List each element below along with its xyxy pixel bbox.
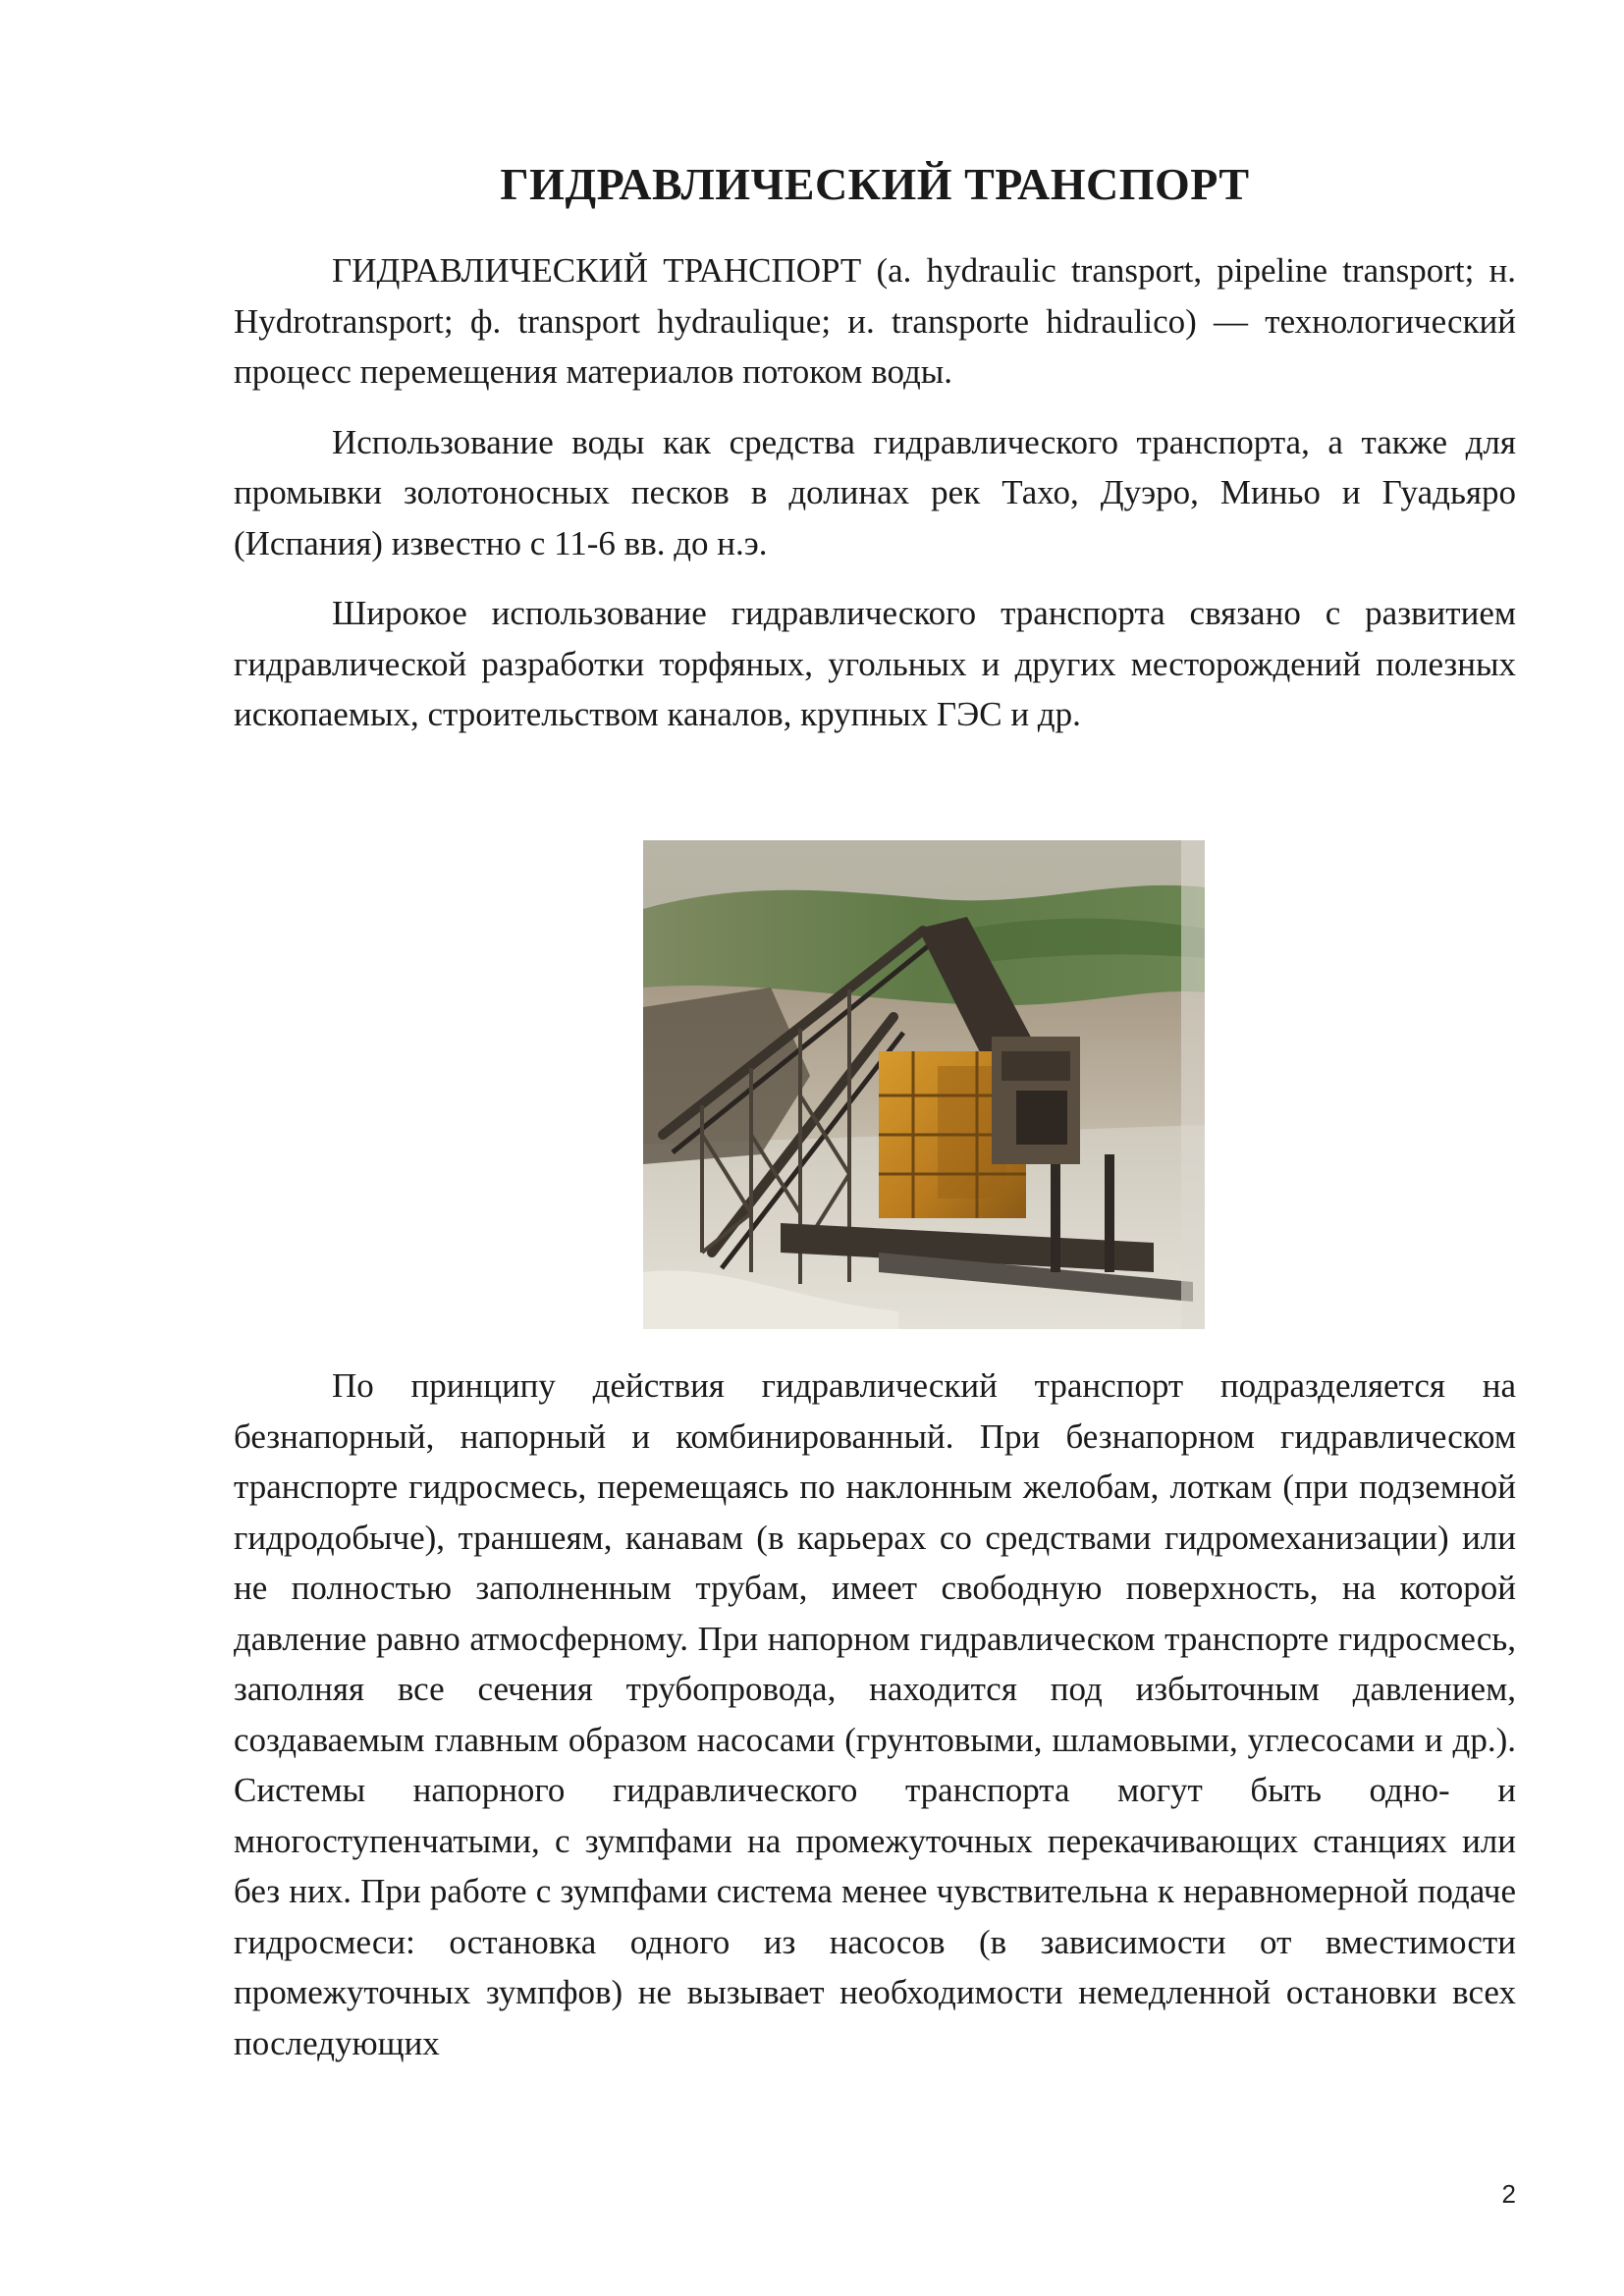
classification-text-block	[234, 1361, 1516, 2068]
paragraph-history: Использование воды как средства гидравлического транспорта, а также для промывки золотоносных песков в долинах рек Тахо, Дуэро, Миньо и Гуадьяро (Испания) известно с 11-6 вв. до н.э.	[234, 422, 1516, 562]
conveyor-crusher-photo	[643, 840, 1205, 1329]
page-number: 2	[1501, 2179, 1516, 2209]
intro-text-block	[234, 245, 1516, 740]
page-title: ГИДРАВЛИЧЕСКИЙ ТРАНСПОРТ	[500, 159, 1250, 209]
paragraph-definition: ГИДРАВЛИЧЕСКИЙ ТРАНСПОРТ (а. hydraulic transport, pipeline transport; н. Hydrotransport; ф. transport hydraulique; и. transporte hidraulico) — технологический процесс перемещения материалов потоком воды.	[234, 251, 1516, 391]
paragraph-usage: Широкое использование гидравлического транспорта связано с развитием гидравлической разработки торфяных, угольных и других месторождений полезных ископаемых, строительством каналов, крупных ГЭС и др.	[234, 594, 1516, 733]
paragraph-classification: По принципу действия гидравлический транспорт подразделяется на безнапорный, напорный и комбинированный. При безнапорном гидравлическом транспорте гидросмесь, перемещаясь по наклонным желобам, лоткам (при подземной гидродобыче), траншеям, канавам (в карьерах со средствами гидромеханизации) или не полностью заполненным трубам, имеет свободную поверхность, на которой давление равно атмосферному. При напорном гидравлическом транспорте гидросмесь, заполняя все сечения трубопровода, находится под избыточным давлением, создаваемым главным образом насосами (грунтовыми, шламовыми, углесосами и др.). Системы напорного гидравлического транспорта могут быть одно- и многоступенчатыми, с зумпфами на промежуточных перекачивающих станциях или без них. При работе с зумпфами система менее чувствительна к неравномерной подаче гидросмеси: остановка одного из насосов (в зависимости от вместимости промежуточных зумпфов) не вызывает необходимости немедленной остановки всех последующих	[234, 1366, 1516, 2062]
